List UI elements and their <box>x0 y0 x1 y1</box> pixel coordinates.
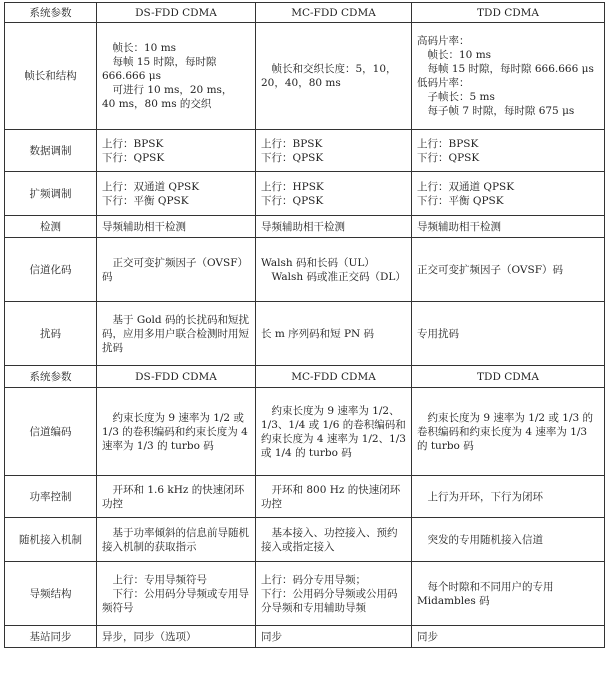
cdma-comparison-table <box>4 2 605 648</box>
cell-ds <box>97 238 256 302</box>
cell-line: 上行：BPSK <box>261 137 323 150</box>
cell-line: 上行：码分专用导频； <box>261 573 366 586</box>
cell-tdd <box>412 172 605 216</box>
row-label: 信道化码 <box>5 238 97 302</box>
cell-tdd <box>412 476 605 518</box>
cell-line: 下行：QPSK <box>102 151 165 164</box>
row-random-access <box>5 518 605 562</box>
header-tdd: TDD CDMA <box>412 366 605 388</box>
cell-text: 基于 Gold 码的长扰码和短扰码，应用多用户联合检测时用短扰码 <box>102 313 249 354</box>
cell-tdd <box>412 130 605 172</box>
cell-line: 下行：平衡 QPSK <box>102 194 189 207</box>
cell-mc <box>256 238 412 302</box>
row-label: 扩频调制 <box>5 172 97 216</box>
cell-ds <box>97 302 256 366</box>
row-scrambling-code <box>5 302 605 366</box>
cell-text: 开环和 800 Hz 的快速闭环功控 <box>261 483 401 510</box>
header-ds-fdd: DS-FDD CDMA <box>97 366 256 388</box>
cell-line: 帧长：10 ms <box>112 42 177 54</box>
row-pilot-structure <box>5 562 605 626</box>
cell-line: 下行：QPSK <box>261 194 324 207</box>
cell-text: 每个时隙和不同用户的专用 Midambles 码 <box>417 580 554 607</box>
cell-tdd: 专用扰码 <box>412 302 605 366</box>
cell-line: 子帧长：5 ms <box>427 91 495 103</box>
row-channelization-code <box>5 238 605 302</box>
row-frame-structure <box>5 23 605 130</box>
cell-tdd <box>412 562 605 626</box>
header-mc-fdd: MC-FDD CDMA <box>256 3 412 23</box>
cell-tdd <box>412 23 605 130</box>
cell-line: 下行：平衡 QPSK <box>417 194 504 207</box>
cell-text: 突发的专用随机接入信道 <box>427 533 543 546</box>
cell-text: 约束长度为 9 速率为 1/2 或 1/3 的卷积编码和约束长度为 4 速率为 1/3 的 turbo 码 <box>102 411 248 452</box>
row-label: 功率控制 <box>5 476 97 518</box>
cell-line: Walsh 码和长码（UL） <box>261 256 375 269</box>
cell-line: 下行：QPSK <box>261 151 324 164</box>
cell-line: 帧长：10 ms <box>427 49 492 61</box>
cell-line: 高码片率： <box>417 35 470 47</box>
cell-ds <box>97 562 256 626</box>
cell-ds <box>97 23 256 130</box>
cell-tdd <box>412 518 605 562</box>
cell-ds: 导频辅助相干检测 <box>97 216 256 238</box>
row-channel-coding <box>5 388 605 476</box>
cell-line: 可进行 10 ms，20 ms， <box>112 84 233 96</box>
cell-line: 上行：BPSK <box>102 137 164 150</box>
cell-text: 帧长和交织长度：5，10，20，40，80 ms <box>261 63 397 89</box>
cell-ds <box>97 172 256 216</box>
header-ds-fdd: DS-FDD CDMA <box>97 3 256 23</box>
header-mc-fdd: MC-FDD CDMA <box>256 366 412 388</box>
cell-mc <box>256 130 412 172</box>
cell-ds <box>97 518 256 562</box>
cell-tdd: 同步 <box>412 626 605 648</box>
cell-mc <box>256 23 412 130</box>
header-tdd: TDD CDMA <box>412 3 605 23</box>
cell-ds <box>97 130 256 172</box>
header-row-repeat <box>5 366 605 388</box>
cell-line: 下行：QPSK <box>417 151 480 164</box>
row-label: 扰码 <box>5 302 97 366</box>
row-data-modulation <box>5 130 605 172</box>
cell-text: 上行为开环，下行为闭环 <box>427 490 543 503</box>
row-spreading-modulation <box>5 172 605 216</box>
cell-line: 666.666 μs <box>102 70 161 82</box>
cell-line: 上行：专用导频符号 <box>112 573 207 586</box>
cell-line: 40 ms，80 ms 的交织 <box>102 98 212 110</box>
cell-line: 上行：BPSK <box>417 137 479 150</box>
row-label: 信道编码 <box>5 388 97 476</box>
cell-mc <box>256 562 412 626</box>
row-label: 检测 <box>5 216 97 238</box>
cell-line: 每帧 15 时隙，每时隙 666.666 μs <box>427 63 594 75</box>
row-power-control <box>5 476 605 518</box>
cell-mc <box>256 388 412 476</box>
header-param: 系统参数 <box>5 366 97 388</box>
cell-text: 约束长度为 9 速率为 1/2、1/3、1/4 或 1/6 的卷积编码和约束长度为 4 速率为 1/2、1/3 或 1/4 的 turbo 码 <box>261 404 406 459</box>
row-detection <box>5 216 605 238</box>
row-label: 随机接入机制 <box>5 518 97 562</box>
cell-line: 低码片率： <box>417 77 470 89</box>
cell-line: 上行：双通道 QPSK <box>102 180 200 193</box>
cell-line: 上行：HPSK <box>261 180 324 193</box>
cell-text: 开环和 1.6 kHz 的快速闭环功控 <box>102 483 245 510</box>
cell-ds: 异步，同步（选项） <box>97 626 256 648</box>
cell-tdd: 导频辅助相干检测 <box>412 216 605 238</box>
cell-ds <box>97 388 256 476</box>
cell-mc <box>256 476 412 518</box>
cell-mc: 导频辅助相干检测 <box>256 216 412 238</box>
cell-line: Walsh 码或准正交码（DL） <box>271 270 406 283</box>
cell-mc <box>256 172 412 216</box>
row-base-station-sync <box>5 626 605 648</box>
cell-mc: 同步 <box>256 626 412 648</box>
header-param: 系统参数 <box>5 3 97 23</box>
cell-line: 每子帧 7 时隙，每时隙 675 μs <box>427 105 575 117</box>
row-label: 导频结构 <box>5 562 97 626</box>
cell-tdd: 正交可变扩频因子（OVSF）码 <box>412 238 605 302</box>
cell-line: 下行：公用码分导频或公用码分导频和专用辅助导频 <box>261 587 398 614</box>
header-row <box>5 3 605 23</box>
cell-mc: 长 m 序列码和短 PN 码 <box>256 302 412 366</box>
cell-line: 上行：双通道 QPSK <box>417 180 515 193</box>
cell-line: 每帧 15 时隙，每时隙 <box>112 56 217 68</box>
cell-text: 正交可变扩频因子（OVSF）码 <box>102 256 248 283</box>
row-label: 数据调制 <box>5 130 97 172</box>
row-label: 基站同步 <box>5 626 97 648</box>
cell-mc <box>256 518 412 562</box>
cell-text: 基于功率倾斜的信息前导随机接入机制的获取指示 <box>102 526 249 553</box>
cell-text: 约束长度为 9 速率为 1/2 或 1/3 的卷积编码和约束长度为 4 速率为 1/3 的 turbo 码 <box>417 411 594 452</box>
cell-line: 下行：公用码分导频或专用导频符号 <box>102 587 249 614</box>
cell-ds <box>97 476 256 518</box>
cell-tdd <box>412 388 605 476</box>
row-label: 帧长和结构 <box>5 23 97 130</box>
cell-text: 基本接入、功控接入、预约接入或指定接入 <box>261 526 398 553</box>
